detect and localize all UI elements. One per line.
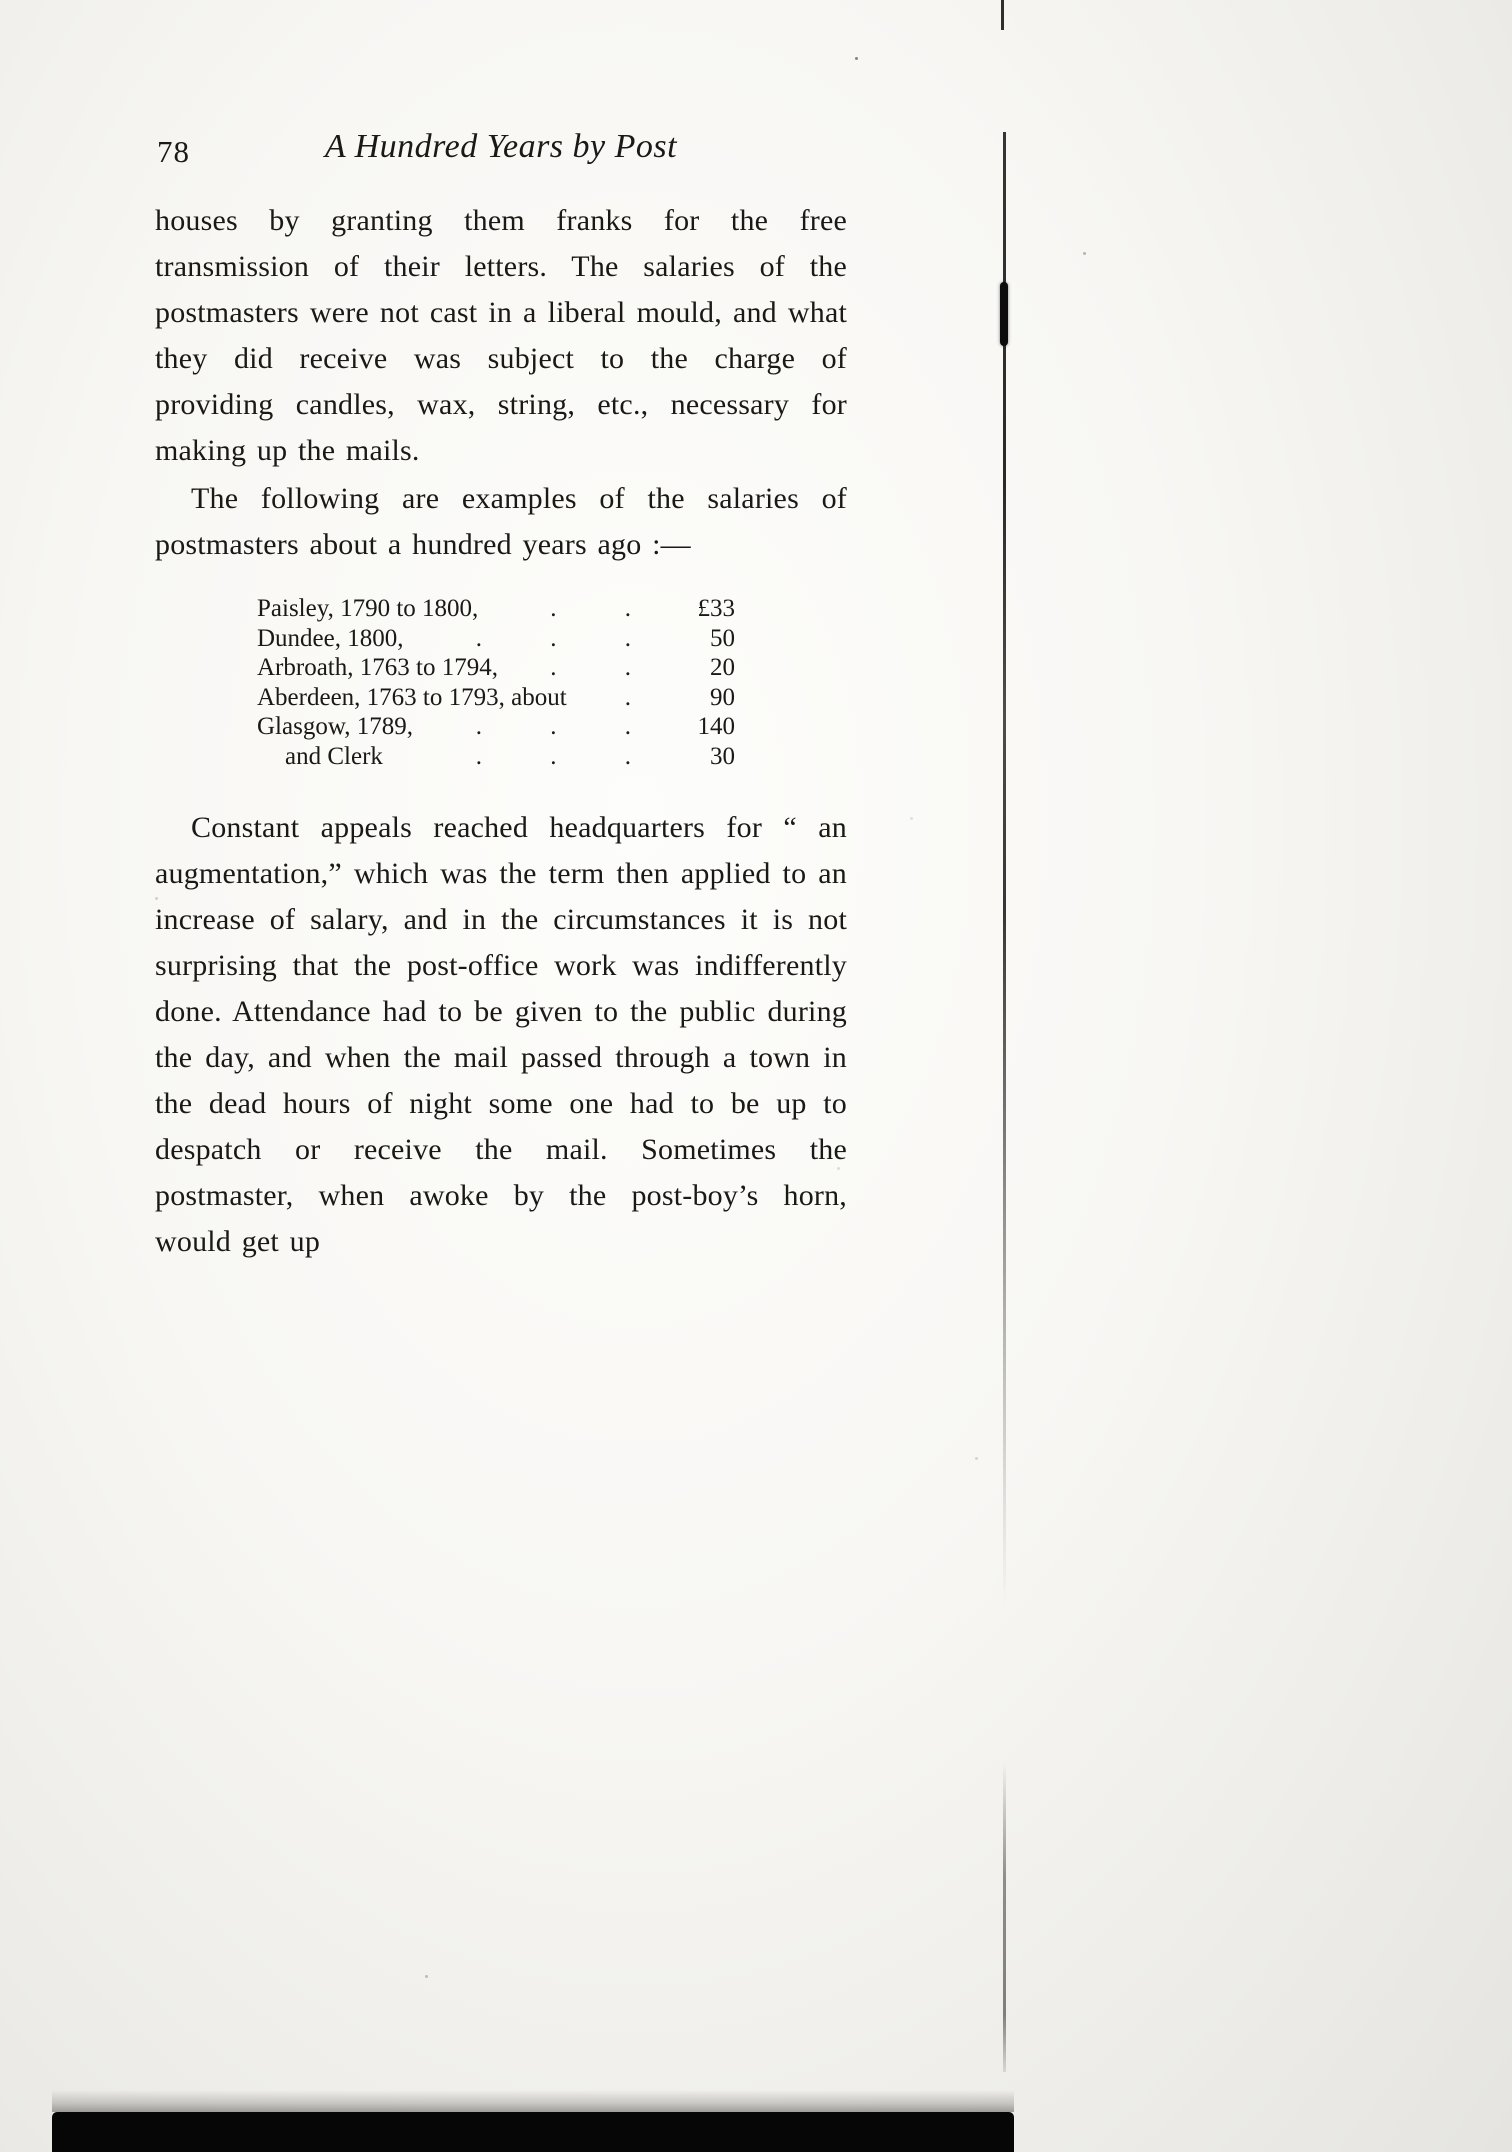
paragraph: houses by granting them franks for the free transmission of their letters. The salaries of the postmasters were not cast in a liberal mould, and what they did receive was subject to the charge of providing candles, wax, string, etc., necessary for making up the mails. [155,204,847,467]
book-title: A Hundred Years by Post [324,128,678,165]
table-row [257,742,735,772]
row-label: Paisley, 1790 to 1800, [257,595,479,622]
row-leader-dots: . . . [475,713,631,740]
row-label: and Clerk [285,742,383,770]
table-row [257,624,735,654]
row-amount: 90 [710,683,735,711]
row-label: Arbroath, 1763 to 1794, [257,654,498,681]
scan-bottom-bar [52,2112,1014,2152]
paragraph: Constant appeals reached headquarters for “ an augmentation,” which was the term then applied to an increase of salary, and in the circumstances it is not surprising that the post-office work was indifferently done. Attendance had to be given to the public during the day, and when the mail passed through a town in the dead hours of night some one had to be up to despatch or receive the mail. Sometimes the postmaster, when awoke by the post-boy’s horn, would get up [155,811,847,1258]
row-leader-dots: . . . [475,624,631,652]
row-label: Aberdeen, 1763 to 1793, about [257,683,567,711]
scan-edge-line [1003,132,1006,2072]
page-number: 78 [157,134,190,169]
scan-edge-line-top [1001,0,1004,30]
scan-edge-ink-blob [1000,282,1008,346]
row-leader-dots: . [624,683,631,711]
paragraph: The following are examples of the salaries of postmasters about a hundred years ago :— [155,482,847,561]
row-label: Dundee, 1800, [257,624,404,652]
scan-bottom-smudge [52,2090,1014,2112]
table-row [257,712,735,742]
row-amount: 50 [710,624,735,652]
row-amount: 20 [710,654,735,681]
table-row [257,653,735,683]
table-row [257,594,735,624]
row-leader-dots: . . [550,595,631,622]
row-leader-dots: . . . [475,742,631,770]
row-amount: 30 [710,742,735,770]
running-head [155,128,847,180]
page-text-block [155,128,847,1265]
row-amount: £33 [697,595,735,622]
scan-dust-specks [855,57,858,60]
table-row [257,683,735,713]
row-leader-dots: . . [550,654,631,681]
row-amount: 140 [697,713,735,740]
row-label: Glasgow, 1789, [257,713,414,740]
salary-table [257,594,735,771]
